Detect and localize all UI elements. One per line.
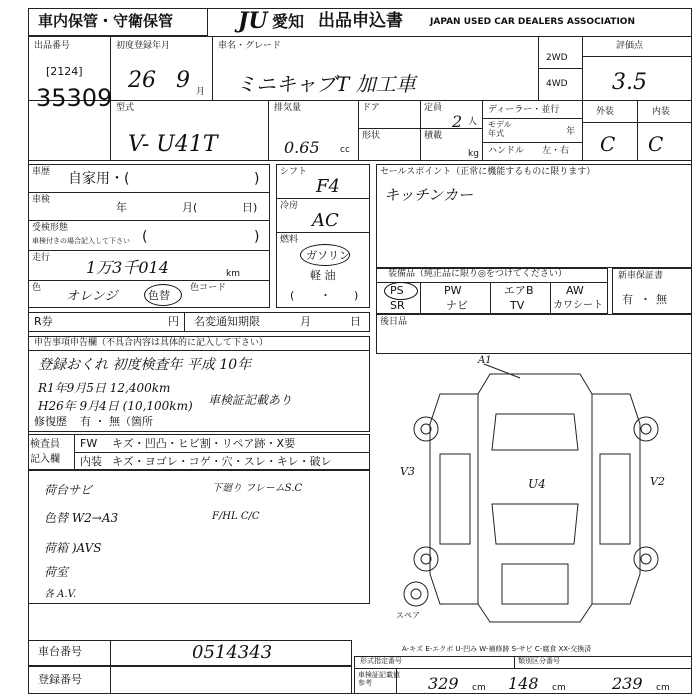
registration-year: 26: [128, 68, 156, 93]
declaration-line1: 登録おくれ 初度検査年 平成 10年: [38, 357, 252, 373]
cooling-label: 冷房: [280, 201, 299, 211]
later-items-block: [376, 314, 692, 354]
warranty-label: 新車保証書: [618, 271, 664, 281]
lot-sub-number: [2124]: [46, 65, 83, 78]
capacity-label: 定員: [424, 103, 443, 113]
note-1: 荷台サビ: [44, 483, 93, 497]
history-close: ): [254, 171, 260, 187]
fuel-label: 燃料: [280, 235, 299, 245]
appointment-open: (: [142, 229, 148, 245]
color-code-label: 色コード: [190, 283, 227, 293]
inspector-interior-items: キズ・ヨゴレ・コゲ・穴・スレ・キレ・破レ: [112, 455, 332, 468]
note-2: 色替 W2→A3: [44, 511, 119, 525]
declaration-line2: R1年9月5日 12,400km: [38, 381, 171, 395]
inspector-fw-label: FW: [80, 437, 98, 450]
r-ticket-unit: 円: [168, 315, 179, 328]
car-name-label: 車名・グレード: [218, 41, 282, 51]
fuel-dot: ・: [320, 289, 331, 302]
capacity-unit: 人: [468, 117, 478, 127]
note-right-2: F/HL C/C: [212, 511, 260, 522]
ju-logo: JU: [238, 8, 268, 34]
equip-airbag: エアB: [504, 284, 534, 297]
handle-options: 左・右: [542, 146, 570, 156]
color-value: オレンジ: [66, 289, 118, 304]
doors-label: ドア: [362, 103, 380, 113]
repair-options: 有 ・ 無（箇所: [80, 415, 153, 428]
inspection-year: 年: [116, 201, 127, 214]
damage-a1: A1: [478, 355, 492, 366]
drive-2wd: 2WD: [546, 53, 568, 63]
r-ticket-label: R券: [34, 315, 53, 328]
height-unit: cm: [656, 683, 670, 693]
model-value: V- U41T: [128, 132, 218, 157]
fuel-diesel: 軽 油: [310, 269, 336, 282]
equip-sr: SR: [390, 299, 405, 312]
equip-navi: ナビ: [446, 299, 468, 312]
mileage-label: 走行: [32, 253, 51, 263]
drive-4wd: 4WD: [546, 79, 568, 89]
handle-label: ハンドル: [488, 146, 525, 156]
form-title: 出品申込書: [318, 11, 403, 31]
appointment-note: 車検付きの場合記入して下さい: [32, 237, 130, 245]
length-value: 329: [428, 674, 459, 693]
cert-label: 車検証記載値 参考: [358, 671, 400, 688]
color-repainted: 色替: [148, 289, 170, 302]
dealer-label: ディーラー・並行: [488, 105, 560, 115]
model-label: 型式: [116, 103, 135, 113]
displacement-value: 0.65: [284, 138, 320, 157]
declaration-line3b: 車検証記載あり: [208, 393, 293, 407]
later-items-label: 後日品: [380, 317, 408, 327]
damage-v2: V2: [650, 475, 665, 488]
name-change-day: 日: [350, 315, 361, 328]
year-unit: 年: [566, 127, 576, 137]
name-change-month: 月: [300, 315, 311, 328]
inspector-interior-label: 内装: [80, 455, 102, 468]
model-year-label: モデル 年式: [488, 120, 512, 138]
interior-value: C: [648, 132, 664, 156]
inspector-fw-items: キズ・凹凸・ヒビ割・リペア跡・X要: [112, 437, 296, 450]
repair-label: 修復歴: [34, 415, 67, 428]
spare-label: スペア: [396, 611, 420, 620]
name-change-label: 名変通知期限: [194, 315, 260, 328]
car-name-value: ミニキャブT 加工車: [236, 72, 416, 96]
declaration-line3: H26年 9月4日 (10,100km): [38, 399, 193, 413]
sales-point-value: キッチンカー: [384, 186, 473, 204]
shift-label: シフト: [280, 167, 308, 177]
reg-label: 登録番号: [38, 673, 82, 686]
inspection-day: 日): [242, 201, 258, 214]
equip-pw: PW: [444, 284, 462, 297]
sales-point-block: [376, 164, 692, 268]
warranty-dot: ・: [640, 293, 651, 306]
registration-label: 初度登録年月: [116, 41, 171, 51]
storage-label: 車内保管・守衛保管: [38, 12, 174, 30]
history-label: 車歴: [32, 167, 51, 177]
classification-label: 形式指定番号: [360, 657, 402, 665]
equip-tv: TV: [510, 299, 525, 312]
fuel-open: (: [290, 289, 295, 302]
vehicle-diagram: [380, 354, 692, 644]
fuel-close: ): [354, 289, 359, 302]
load-label: 積載: [424, 131, 443, 141]
interior-label: 内装: [652, 107, 671, 117]
diagram-legend: A-キズ E-エクボ U-凹み W-補修跡 S-サビ C-腐食 XX-交換済: [402, 645, 592, 653]
score-value: 3.5: [612, 70, 647, 95]
lot-number: 35309: [36, 84, 113, 112]
note-3: 荷箱 )AVS: [44, 541, 102, 555]
score-label: 評価点: [616, 41, 644, 51]
damage-u4: U4: [528, 477, 546, 491]
chassis-value: 0514343: [192, 642, 273, 663]
width-value: 148: [508, 674, 539, 693]
appointment-label: 受検形態: [32, 223, 69, 233]
load-unit: kg: [468, 149, 479, 159]
displacement-label: 排気量: [274, 103, 302, 113]
equipment-label: 装備品（純正品に限り◎をつけてください）: [388, 269, 567, 279]
capacity-value: 2: [452, 112, 463, 131]
cooling-value: AC: [312, 210, 339, 231]
gasoline-circle: [300, 244, 350, 266]
note-5: 各 A.V.: [44, 589, 77, 600]
registration-month: 9: [176, 68, 190, 93]
history-value: 自家用・(: [68, 171, 130, 187]
equip-leather: カワシート: [553, 300, 603, 311]
mileage-value: 1万3千014: [86, 258, 169, 277]
exterior-value: C: [600, 132, 616, 156]
chassis-label: 車台番号: [38, 645, 82, 658]
repainted-circle: [144, 284, 182, 306]
equip-aw: AW: [566, 284, 584, 297]
inspector-label: 検査員 記入欄: [30, 439, 60, 465]
width-unit: cm: [552, 683, 566, 693]
org-english: JAPAN USED CAR DEALERS ASSOCIATION: [430, 17, 635, 27]
category-label: 類別区分番号: [518, 657, 560, 665]
damage-v3: V3: [400, 465, 415, 478]
length-unit: cm: [472, 683, 486, 693]
lot-label: 出品番号: [34, 41, 71, 51]
shape-label: 形状: [362, 131, 381, 141]
note-right-1: 下廻り フレームS.C: [212, 483, 303, 494]
inspection-label: 車検: [32, 195, 51, 205]
mileage-unit: km: [226, 269, 240, 279]
color-label: 色: [32, 283, 42, 293]
sales-point-label: セールスポイント（正常に機能するものに限ります）: [380, 167, 596, 177]
note-4: 荷室: [44, 565, 69, 579]
appointment-close: ): [254, 229, 260, 245]
warranty-no: 無: [656, 293, 667, 306]
declaration-label: 申告事項申告欄（不具合内容は具体的に記入して下さい）: [34, 338, 269, 348]
height-value: 239: [612, 674, 643, 693]
registration-month-unit: 月: [196, 87, 206, 97]
shift-value: F4: [316, 176, 340, 197]
inspection-month: 月(: [182, 201, 198, 214]
exterior-label: 外装: [596, 107, 615, 117]
fuel-gasoline: ガソリン: [306, 249, 350, 262]
equip-ps: PS: [390, 284, 404, 297]
org-name: 愛知: [272, 12, 305, 31]
warranty-yes: 有: [622, 293, 633, 306]
ps-circle: [384, 282, 418, 300]
displacement-unit: cc: [340, 145, 350, 155]
